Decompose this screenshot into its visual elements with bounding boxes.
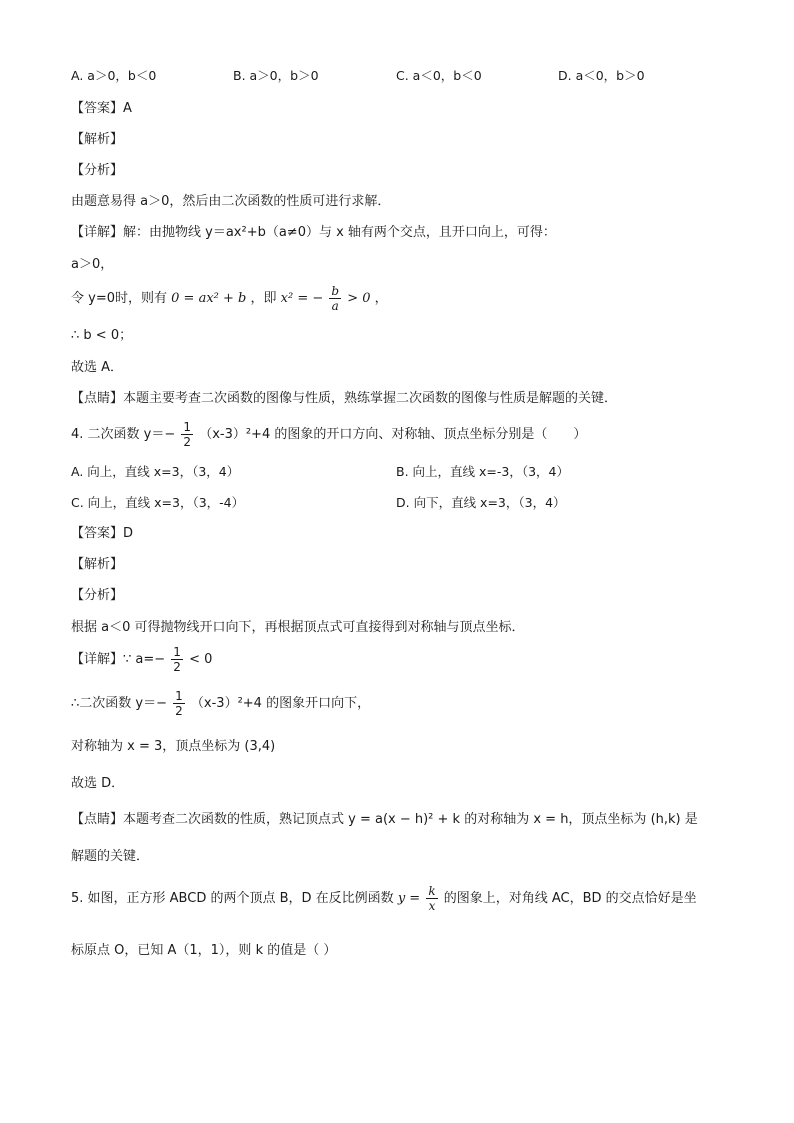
q4-stem-fraction	[181, 420, 193, 449]
q3-fenxi-heading: 【分析】	[71, 163, 124, 178]
q3-let-prefix: 令 y=0时，则有	[71, 291, 167, 306]
q4-therefore-fraction	[173, 689, 185, 718]
q3-detail-b: ∴ b < 0；	[71, 328, 133, 343]
q5-stem-line1	[71, 884, 697, 913]
q4-comment-line1: 【点睛】本题考查二次函数的性质，熟记顶点式 y = a(x − h)² + k 的对称轴为 x = h，顶点坐标为 (h,k) 是	[71, 812, 698, 827]
q4-detail	[71, 645, 212, 674]
q3-let-fraction	[329, 284, 341, 313]
q4-detail-numerator: 1	[173, 645, 181, 659]
q3-option-b: B. a＞0，b＞0	[233, 68, 319, 83]
q3-detail-let	[71, 284, 388, 313]
q4-therefore-denominator: 2	[175, 704, 183, 718]
q4-option-b: B. 向上，直线 x=-3，（3，4）	[396, 464, 569, 479]
q3-option-a: A. a＞0，b＜0	[71, 68, 157, 83]
q4-option-a: A. 向上，直线 x=3，（3，4）	[71, 464, 240, 479]
q4-axis-text: 对称轴为 x = 3，顶点坐标为 (3,4)	[71, 739, 276, 754]
q5-stem-y: y =	[397, 891, 421, 906]
q4-stem-suffix: （x-3）²+4 的图象的开口方向、对称轴、顶点坐标分别是（ ）	[199, 427, 587, 442]
q4-stem-numerator: 1	[183, 420, 192, 434]
q5-stem-line2: 标原点 O，已知 A（1，1），则 k 的值是（ ）	[71, 943, 337, 958]
q4-analysis-heading: 【解析】	[71, 557, 124, 572]
q4-detail-prefix: 【详解】∵ a=−	[71, 652, 166, 667]
q3-let-mid: ，即	[250, 291, 277, 306]
q5-stem-numerator: k	[428, 884, 436, 898]
q3-let-equation: 0 = ax² + b	[171, 291, 247, 306]
q4-therefore-prefix: ∴二次函数 y＝−	[71, 696, 167, 711]
q3-let-x2: x² = −	[280, 291, 324, 306]
q3-detail-text: 【详解】解：由抛物线 y＝ax²+b（a≠0）与 x 轴有两个交点，且开口向上，可得：	[71, 225, 556, 240]
q4-stem	[71, 420, 586, 449]
q4-therefore	[71, 689, 370, 718]
q3-fenxi-text: 由题意易得 a＞0，然后由二次函数的性质可进行求解．	[71, 194, 391, 209]
q3-let-suffix: ，	[374, 291, 388, 306]
q4-stem-denominator: 2	[183, 435, 192, 449]
q3-conclusion: 故选 A．	[71, 360, 124, 375]
q3-detail-a: a＞0，	[71, 257, 114, 272]
q4-detail-fraction	[171, 645, 183, 674]
q3-let-denominator: a	[329, 298, 341, 313]
q3-option-c: C. a＜0，b＜0	[396, 68, 482, 83]
q4-therefore-numerator: 1	[175, 689, 183, 703]
q3-analysis-heading: 【解析】	[71, 132, 124, 147]
q4-option-c: C. 向上，直线 x=3，（3，-4）	[71, 495, 245, 510]
q3-comment: 【点睛】本题主要考查二次函数的图像与性质，熟练掌握二次函数的图像与性质是解题的关键．	[71, 391, 618, 406]
q5-stem-denominator: x	[426, 898, 437, 913]
q4-fenxi-heading: 【分析】	[71, 588, 124, 603]
q4-option-d: D. 向下，直线 x=3，（3，4）	[396, 495, 566, 510]
q5-stem-prefix: 5. 如图，正方形 ABCD 的两个顶点 B，D 在反比例函数	[71, 891, 394, 906]
q4-fenxi-text: 根据 a＜0 可得抛物线开口向下，再根据顶点式可直接得到对称轴与顶点坐标．	[71, 620, 525, 635]
q5-stem-suffix: 的图象上，对角线 AC，BD 的交点恰好是坐	[443, 891, 697, 906]
q3-let-gt: > 0	[347, 291, 371, 306]
q3-answer: 【答案】A	[71, 101, 132, 116]
q4-detail-denominator: 2	[173, 660, 181, 674]
q4-detail-suffix: < 0	[189, 652, 213, 667]
q3-let-numerator: b	[331, 284, 340, 298]
q5-stem-fraction	[426, 884, 437, 913]
q4-conclusion: 故选 D．	[71, 776, 125, 791]
q4-stem-prefix: 4. 二次函数 y＝−	[71, 427, 176, 442]
q4-therefore-suffix: （x-3）²+4 的图象开口向下，	[190, 696, 371, 711]
q3-option-d: D. a＜0，b＞0	[558, 68, 645, 83]
q4-answer: 【答案】D	[71, 526, 134, 541]
q4-comment-line2: 解题的关键．	[71, 849, 150, 864]
